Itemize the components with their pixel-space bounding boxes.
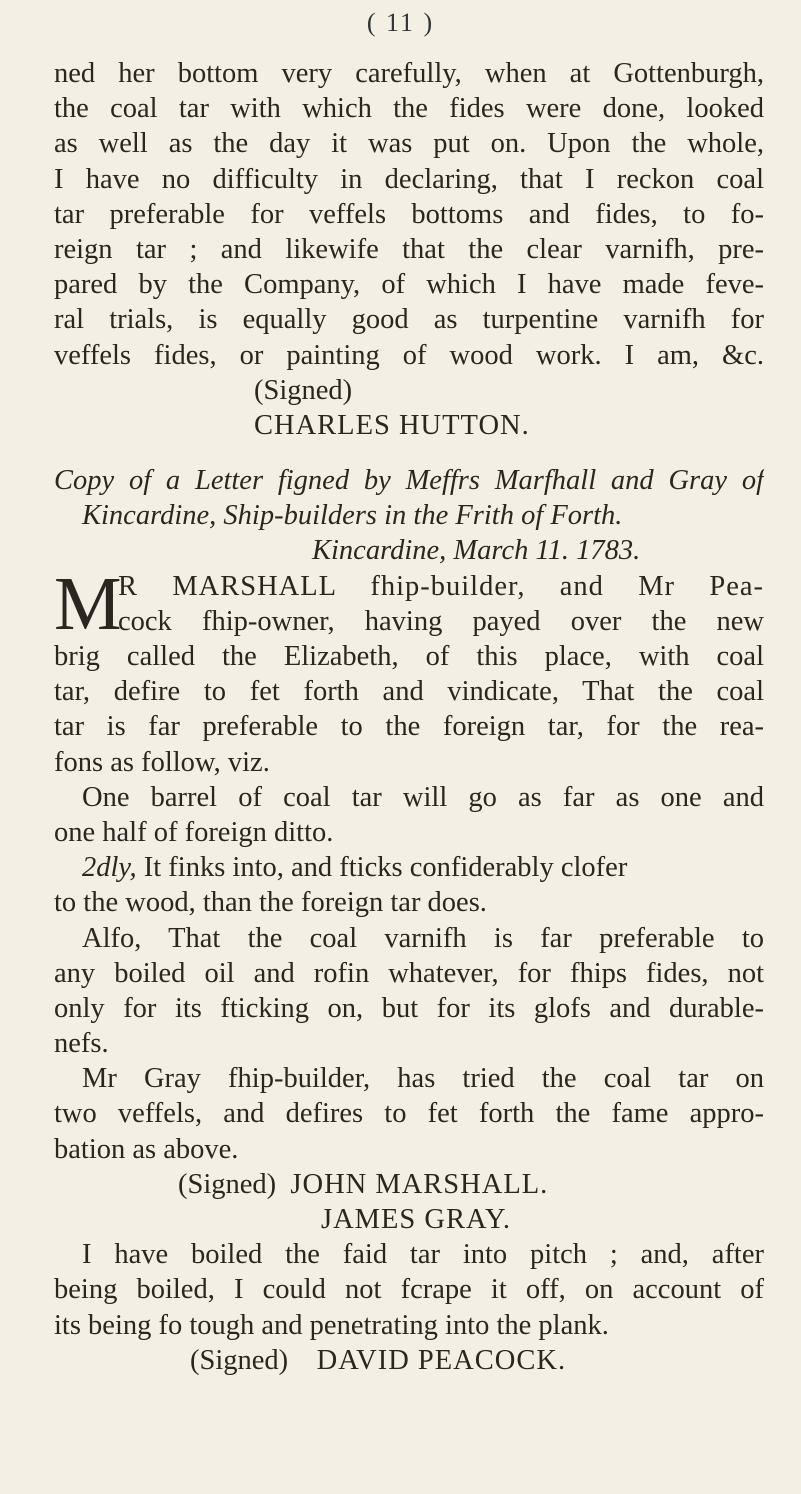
text-line: tar preferable for veffels bottoms and fides, to fo- — [54, 198, 764, 230]
text-line: veffels fides, or painting of wood work. I am, &c. — [54, 339, 764, 371]
text-line: its being fo tough and penetrating into the plank. — [54, 1309, 609, 1341]
text-line: I have no difficulty in declaring, that I reckon coal — [54, 163, 764, 195]
text-line: nefs. — [54, 1028, 109, 1060]
letter-heading: Kincardine, Ship-builders in the Frith of Forth. — [82, 500, 623, 532]
ordinal-lead: 2dly, — [82, 852, 137, 884]
text-line: Mr Gray fhip-builder, has tried the coal tar on — [82, 1063, 764, 1095]
signature-james-gray: JAMES GRAY. — [321, 1204, 511, 1235]
signature-charles-hutton: CHARLES HUTTON. — [254, 409, 530, 441]
text-line: Alfo, That the coal varnifh is far preferable to — [82, 922, 764, 954]
text-line: R MARSHALL fhip-builder, and Mr Pea- — [118, 570, 764, 602]
text-line: one half of foreign ditto. — [54, 816, 334, 848]
text-line: only for its fticking on, but for its glofs and durable- — [54, 992, 764, 1024]
signed-label: (Signed) — [254, 374, 353, 406]
text-line: brig called the Elizabeth, of this place, with coal — [54, 641, 764, 672]
text-line: I have boiled the faid tar into pitch ; and, after — [82, 1239, 764, 1271]
dateline: Kincardine, March 11. 1783. — [312, 535, 641, 567]
text-line: any boiled oil and rofin whatever, for fhips fides, not — [54, 957, 764, 989]
text-line: reign tar ; and likewife that the clear varnifh, pre- — [54, 233, 764, 265]
page-number: ( 11 ) — [366, 8, 435, 37]
text-line: two veffels, and defires to fet forth the fame appro- — [54, 1098, 764, 1130]
signed-label: (Signed) — [190, 1344, 289, 1376]
text-line: to the wood, than the foreign tar does. — [54, 887, 487, 919]
letter-heading: Copy of a Letter figned by Meffrs Marfhall and Gray of — [54, 465, 764, 497]
signature-david-peacock: DAVID PEACOCK. — [316, 1344, 567, 1376]
text-line: being boiled, I could not fcrape it off, on account of — [54, 1274, 764, 1306]
signed-label: (Signed) — [178, 1168, 277, 1200]
text-line: pared by the Company, of which I have made feve- — [54, 269, 764, 301]
drop-cap: M — [54, 561, 122, 646]
text-line — [54, 850, 764, 885]
text-line: ned her bottom very carefully, when at Gottenburgh, — [54, 58, 764, 89]
text-line: the coal tar with which the fides were done, looked — [54, 93, 764, 125]
text-fragment: It finks into, and fticks confiderably clofer — [136, 852, 628, 884]
text-line: tar is far preferable to the foreign tar, for the rea- — [54, 711, 764, 743]
opening-paragraph — [54, 561, 764, 646]
signature-john-marshall: JOHN MARSHALL. — [290, 1168, 549, 1200]
signature-line — [54, 1343, 764, 1378]
text-line: cock fhip-owner, having payed over the new — [118, 605, 764, 637]
text-line: as well as the day it was put on. Upon the whole, — [54, 128, 764, 160]
text-line: ral trials, is equally good as turpentine varnifh for — [54, 304, 764, 336]
text-line: fons as follow, viz. — [54, 746, 270, 778]
text-line: tar, defire to fet forth and vindicate, That the coal — [54, 676, 764, 708]
text-line: One barrel of coal tar will go as far as one and — [82, 781, 764, 813]
text-line: bation as above. — [54, 1133, 239, 1165]
page-text — [54, 56, 764, 1378]
signature-line — [54, 1167, 764, 1202]
